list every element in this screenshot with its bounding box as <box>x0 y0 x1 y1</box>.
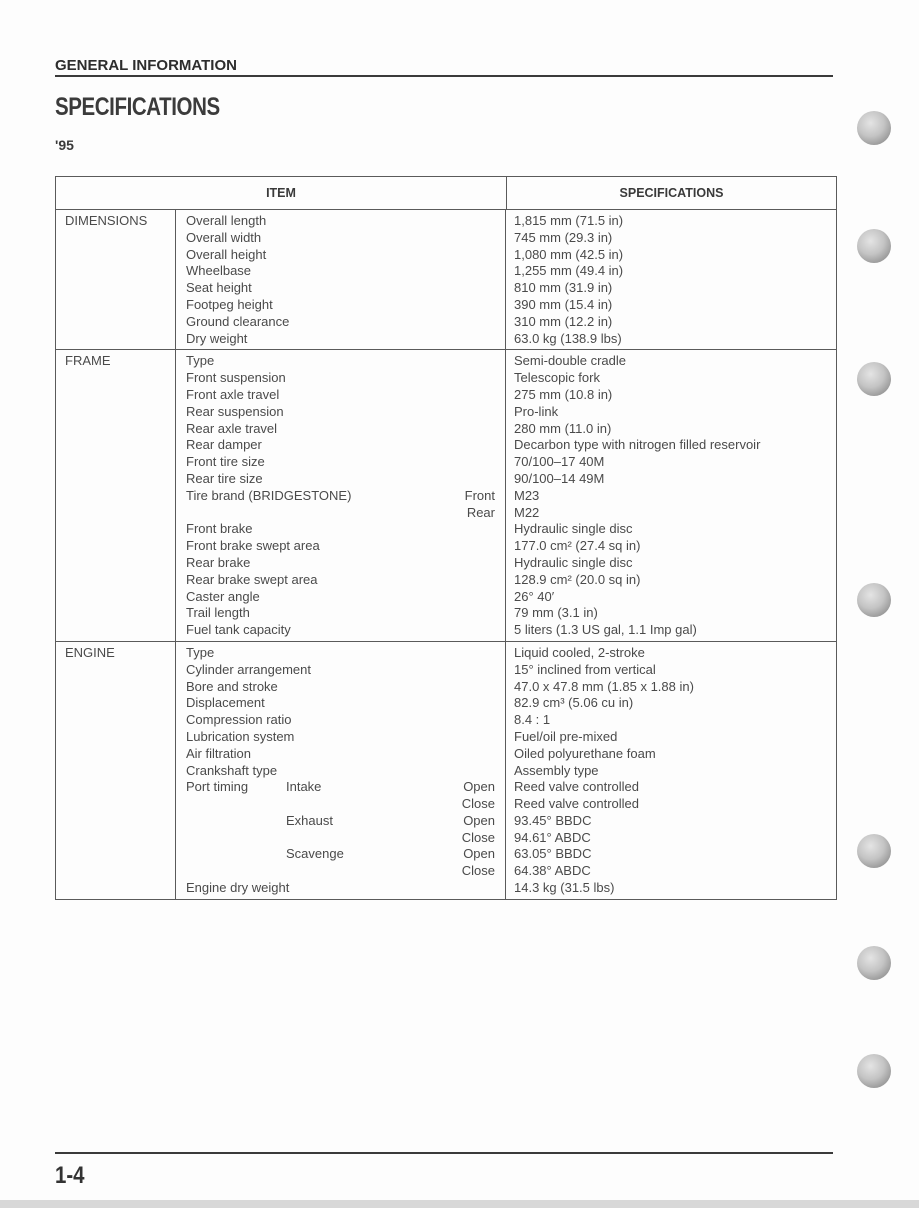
section-header: GENERAL INFORMATION <box>55 58 833 77</box>
model-year: '95 <box>55 137 74 153</box>
spec-value: 63.05° BBDC <box>514 846 592 862</box>
item-label: Trail length <box>186 605 250 621</box>
spec-value: 70/100–17 40M <box>514 454 605 470</box>
scan-edge <box>0 1200 919 1208</box>
spec-value: Semi-double cradle <box>514 353 627 369</box>
item-label: Displacement <box>186 695 265 711</box>
item-qualifier: Close <box>461 863 495 879</box>
item-row <box>186 555 505 572</box>
group-specs <box>506 642 836 899</box>
group-specs <box>506 210 836 349</box>
spec-value: Fuel/oil pre-mixed <box>514 728 618 744</box>
item-label: Bore and stroke <box>186 678 278 694</box>
page-title: SPECIFICATIONS <box>55 93 220 121</box>
spec-value: Pro-link <box>514 403 559 419</box>
spec-value: Oiled polyurethane foam <box>514 745 656 761</box>
spec-value: M23 <box>514 487 540 503</box>
item-row <box>186 695 505 712</box>
table-group-frame <box>56 350 836 642</box>
spec-value: Reed valve controlled <box>514 779 640 795</box>
item-label: Ground clearance <box>186 313 290 329</box>
item-row <box>186 247 505 264</box>
binder-hole-icon <box>857 229 891 263</box>
spec-value: 82.9 cm³ (5.06 cu in) <box>514 695 634 711</box>
item-label: Overall height <box>186 246 267 262</box>
spec-value: M22 <box>514 504 540 520</box>
column-header-specifications: SPECIFICATIONS <box>619 186 724 200</box>
item-row <box>186 421 505 438</box>
item-qualifier: Open <box>463 812 495 828</box>
spec-value: 64.38° ABDC <box>514 863 591 879</box>
item-row <box>186 538 505 555</box>
spec-value: Hydraulic single disc <box>514 554 633 570</box>
item-label: Caster angle <box>186 588 260 604</box>
group-items <box>176 350 506 641</box>
item-label: Tire brand (BRIDGESTONE) <box>186 487 352 503</box>
item-label: Rear tire size <box>186 470 263 486</box>
item-row <box>186 213 505 230</box>
item-row <box>186 314 505 331</box>
spec-value: 8.4 : 1 <box>514 712 551 728</box>
group-name: ENGINE <box>56 642 176 899</box>
item-label: Cylinder arrangement <box>186 661 312 677</box>
spec-value: 280 mm (11.0 in) <box>514 420 612 436</box>
item-label: Footpeg height <box>186 296 273 312</box>
spec-value: 14.3 kg (31.5 lbs) <box>514 880 615 896</box>
item-row <box>186 437 505 454</box>
binder-hole-icon <box>857 1054 891 1088</box>
item-qualifier: Open <box>463 846 495 862</box>
item-row <box>186 746 505 763</box>
item-row <box>186 297 505 314</box>
item-label: Front tire size <box>186 454 265 470</box>
item-row <box>186 662 505 679</box>
item-row <box>186 589 505 606</box>
binder-hole-icon <box>857 946 891 980</box>
table-body <box>56 210 836 899</box>
item-label: Rear damper <box>186 437 262 453</box>
column-header-item: ITEM <box>56 177 507 209</box>
group-specs <box>506 350 836 641</box>
table-group-dimensions <box>56 210 836 350</box>
item-row <box>186 572 505 589</box>
item-row <box>186 846 505 863</box>
spec-value: Decarbon type with nitrogen filled reservoir <box>514 437 761 453</box>
footer-rule <box>55 1152 833 1154</box>
item-row <box>186 353 505 370</box>
group-name: FRAME <box>56 350 176 641</box>
item-row <box>186 779 505 796</box>
specifications-table <box>55 176 837 900</box>
spec-value: 15° inclined from vertical <box>514 661 656 677</box>
item-label: Front brake <box>186 521 253 537</box>
item-row <box>186 280 505 297</box>
item-label: Air filtration <box>186 745 252 761</box>
spec-value: 94.61° ABDC <box>514 829 591 845</box>
item-label: Compression ratio <box>186 712 292 728</box>
item-row <box>186 263 505 280</box>
spec-value: Hydraulic single disc <box>514 521 633 537</box>
item-row <box>186 763 505 780</box>
spec-value: 1,815 mm (71.5 in) <box>514 213 624 228</box>
item-qualifier: Close <box>461 829 495 845</box>
spec-value: 810 mm (31.9 in) <box>514 280 613 296</box>
item-row <box>186 605 505 622</box>
spec-value: 26° 40′ <box>514 588 555 604</box>
spec-value: 745 mm (29.3 in) <box>514 229 613 245</box>
item-label: Engine dry weight <box>186 880 290 896</box>
spec-value: 5 liters (1.3 US gal, 1.1 Imp gal) <box>514 622 697 638</box>
item-label: Wheelbase <box>186 263 252 279</box>
group-items <box>176 210 506 349</box>
group-name: DIMENSIONS <box>56 210 176 349</box>
spec-value: 1,255 mm (49.4 in) <box>514 263 624 279</box>
item-qualifier: Close <box>461 796 495 812</box>
item-label: Overall width <box>186 229 262 245</box>
item-row <box>186 230 505 247</box>
item-sublabel: Exhaust <box>286 812 333 828</box>
item-row <box>186 505 505 522</box>
spec-value: 390 mm (15.4 in) <box>514 296 613 312</box>
binder-hole-icon <box>857 362 891 396</box>
item-sublabel: Scavenge <box>286 846 344 862</box>
item-row <box>186 712 505 729</box>
item-label: Front axle travel <box>186 386 280 402</box>
item-row <box>186 679 505 696</box>
item-label: Front suspension <box>186 370 286 386</box>
item-row <box>186 796 505 813</box>
item-label: Type <box>186 644 215 660</box>
item-label: Seat height <box>186 280 252 296</box>
binder-hole-icon <box>857 111 891 145</box>
item-row <box>186 729 505 746</box>
spec-value: 1,080 mm (42.5 in) <box>514 246 624 262</box>
item-sublabel: Intake <box>286 779 322 795</box>
table-header <box>56 177 836 210</box>
item-row <box>186 645 505 662</box>
item-qualifier: Rear <box>466 504 495 520</box>
item-row <box>186 813 505 830</box>
item-row <box>186 471 505 488</box>
spec-value: Telescopic fork <box>514 370 600 386</box>
spec-value: 93.45° BBDC <box>514 812 592 828</box>
item-row <box>186 521 505 538</box>
binder-hole-icon <box>857 583 891 617</box>
item-row <box>186 488 505 505</box>
item-label: Front brake swept area <box>186 538 320 554</box>
item-row <box>186 370 505 387</box>
item-label: Port timing <box>186 779 249 795</box>
binder-hole-icon <box>857 834 891 868</box>
item-qualifier: Open <box>463 779 495 795</box>
item-row <box>186 387 505 404</box>
item-label: Rear suspension <box>186 403 284 419</box>
spec-value: 90/100–14 49M <box>514 470 605 486</box>
item-label: Fuel tank capacity <box>186 622 291 638</box>
item-label: Type <box>186 353 215 369</box>
item-label: Rear brake <box>186 554 251 570</box>
spec-value: 128.9 cm² (20.0 sq in) <box>514 571 641 587</box>
spec-value: Assembly type <box>514 762 599 778</box>
item-label: Overall length <box>186 213 267 228</box>
spec-value: Reed valve controlled <box>514 796 640 812</box>
spec-value: Liquid cooled, 2-stroke <box>514 644 645 660</box>
item-label: Lubrication system <box>186 728 295 744</box>
spec-value: 47.0 x 47.8 mm (1.85 x 1.88 in) <box>514 678 694 694</box>
item-row <box>186 331 505 348</box>
item-row <box>186 863 505 880</box>
spec-value: 63.0 kg (138.9 lbs) <box>514 330 622 346</box>
item-label: Crankshaft type <box>186 762 278 778</box>
spec-value: 275 mm (10.8 in) <box>514 386 613 402</box>
table-group-engine <box>56 642 836 899</box>
page-number: 1-4 <box>55 1162 85 1189</box>
item-label: Rear axle travel <box>186 420 278 436</box>
group-items <box>176 642 506 899</box>
item-row <box>186 622 505 639</box>
item-qualifier: Front <box>464 487 495 503</box>
spec-value: 310 mm (12.2 in) <box>514 313 613 329</box>
spec-value: 177.0 cm² (27.4 sq in) <box>514 538 641 554</box>
item-row <box>186 454 505 471</box>
item-row <box>186 830 505 847</box>
item-row <box>186 880 505 897</box>
item-row <box>186 404 505 421</box>
item-label: Rear brake swept area <box>186 571 318 587</box>
item-label: Dry weight <box>186 330 248 346</box>
spec-value: 79 mm (3.1 in) <box>514 605 598 621</box>
